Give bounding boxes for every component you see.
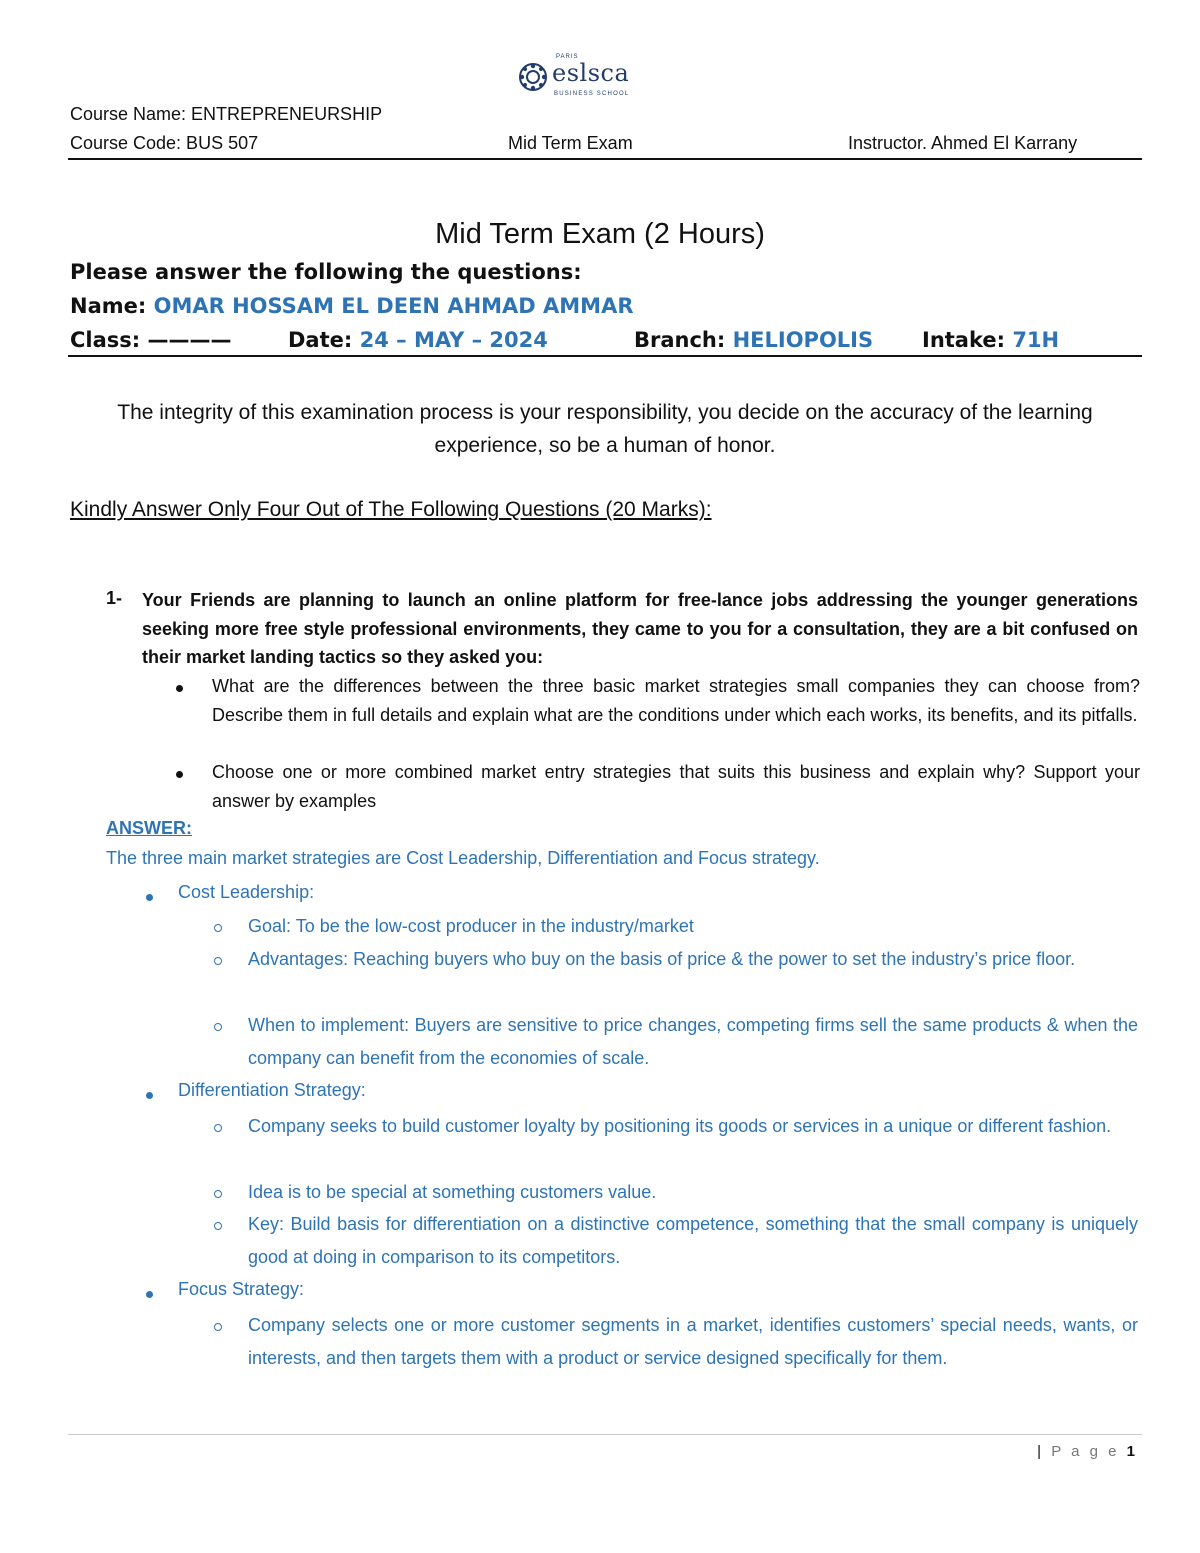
question-bullet-1: What are the differences between the three basic market strategies small companies they can choose from? Describe them in full details and explain what are the conditions under which each works, its benefits, and its pitfalls. — [212, 676, 1140, 725]
circle-bullet-icon — [214, 1190, 222, 1198]
footer-page-label: P a g e — [1051, 1443, 1120, 1460]
intake-value: 71H — [1012, 328, 1060, 352]
info-rule — [68, 355, 1142, 357]
intake-field — [922, 328, 1059, 352]
bullet-icon — [146, 894, 153, 901]
bullet-icon — [146, 1291, 153, 1298]
date-value: 24 – MAY – 2024 — [359, 328, 548, 352]
page-footer — [1037, 1443, 1138, 1460]
logo-bottom-text: BUSINESS SCHOOL — [554, 91, 630, 97]
logo-emblem-icon — [518, 62, 548, 92]
logo-top-text: PARIS — [556, 54, 579, 60]
instructor: Instructor. Ahmed El Karrany — [848, 133, 1078, 153]
circle-bullet-icon — [214, 957, 222, 965]
class-value: ———— — [147, 328, 232, 352]
bullet-icon — [176, 685, 183, 692]
instruction: Kindly Answer Only Four Out of The Following Questions (20 Marks): — [70, 498, 712, 521]
circle-bullet-icon — [214, 1023, 222, 1031]
footer-page-number: 1 — [1126, 1443, 1138, 1460]
circle-bullet-icon — [214, 924, 222, 932]
answer-point: Idea is to be special at something customers value. — [248, 1182, 657, 1202]
page-title: Mid Term Exam (2 Hours) — [435, 218, 765, 250]
footer-rule — [68, 1434, 1142, 1435]
answer-intro: The three main market strategies are Cost Leadership, Differentiation and Focus strategy. — [106, 848, 820, 868]
question-text: Your Friends are planning to launch an online platform for free-lance jobs addressing the younger generations seeking more free style professional environments, they came to you for a consultation, they are a bit confused on their market landing tactics so they asked you: — [142, 590, 1138, 667]
integrity-statement: The integrity of this examination process is your responsibility, you decide on the accuracy of the learning experience, so be a human of honor. — [117, 401, 1093, 457]
branch-value: HELIOPOLIS — [732, 328, 874, 352]
branch-label: Branch: — [634, 328, 726, 352]
name-label: Name: — [70, 294, 147, 318]
course-code: Course Code: BUS 507 — [70, 133, 259, 153]
name-value: OMAR HOSSAM EL DEEN AHMAD AMMAR — [153, 294, 634, 318]
logo-brand: eslsca — [552, 59, 630, 87]
date-label: Date: — [288, 328, 353, 352]
circle-bullet-icon — [214, 1124, 222, 1132]
school-logo — [514, 54, 636, 110]
answer-point: When to implement: Buyers are sensitive to price changes, competing firms sell the same products & when the company can benefit from the economies of scale. — [248, 1015, 1138, 1068]
class-field — [70, 328, 232, 352]
circle-bullet-icon — [214, 1222, 222, 1230]
answer-point: Company seeks to build customer loyalty by positioning its goods or services in a unique or different fashion. — [248, 1116, 1112, 1136]
section-title-cost-leadership: Cost Leadership: — [178, 882, 315, 902]
footer-bar: | — [1037, 1443, 1045, 1460]
answer-point: Key: Build basis for differentiation on a distinctive competence, something that the small company is uniquely good at doing in comparison to its competitors. — [248, 1214, 1138, 1267]
bullet-icon — [176, 771, 183, 778]
prompt: Please answer the following the questions: — [70, 260, 582, 284]
branch-field — [634, 328, 873, 352]
question-number: 1- — [106, 588, 123, 608]
intake-label: Intake: — [922, 328, 1006, 352]
section-title-focus: Focus Strategy: — [178, 1279, 305, 1299]
answer-point: Goal: To be the low-cost producer in the industry/market — [248, 916, 694, 936]
date-field — [288, 328, 548, 352]
answer-point: Advantages: Reaching buyers who buy on the basis of price & the power to set the industry’s price floor. — [248, 949, 1076, 969]
question-bullet-2: Choose one or more combined market entry strategies that suits this business and explain why? Support your answer by examples — [212, 762, 1140, 811]
header-rule — [68, 158, 1142, 160]
answer-heading: ANSWER: — [106, 818, 192, 838]
section-title-differentiation: Differentiation Strategy: — [178, 1080, 366, 1100]
exam-label: Mid Term Exam — [508, 133, 633, 153]
course-name: Course Name: ENTREPRENEURSHIP — [70, 104, 383, 124]
circle-bullet-icon — [214, 1323, 222, 1331]
answer-point: Company selects one or more customer segments in a market, identifies customers’ special needs, wants, or interests, and then targets them with a product or service designed specifically for them. — [248, 1315, 1138, 1368]
bullet-icon — [146, 1092, 153, 1099]
student-name-row — [70, 294, 634, 318]
class-label: Class: — [70, 328, 141, 352]
